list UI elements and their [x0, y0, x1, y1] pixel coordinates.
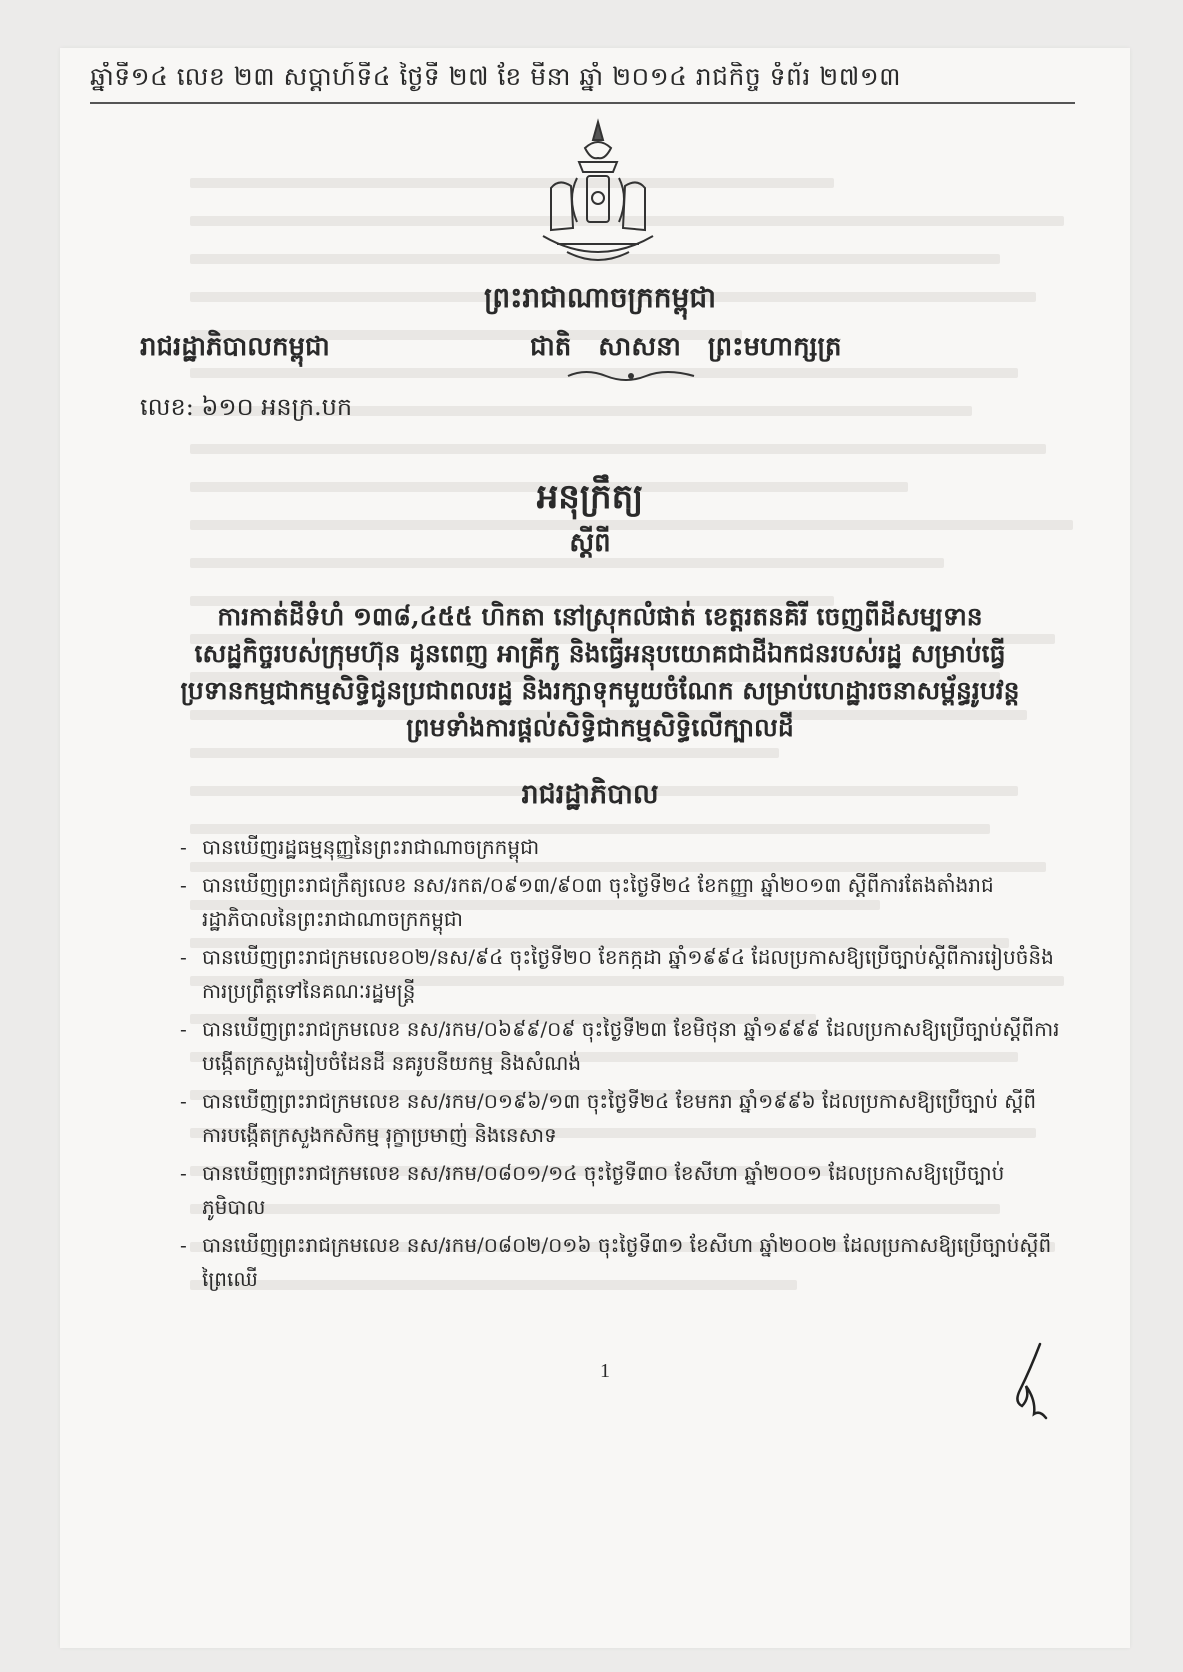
list-item: [180, 1156, 1060, 1224]
consideration-text: បានឃើញព្រះរាជក្រមលេខ០២/នស/៩៤ ចុះថ្ងៃទី២០ ខែកក្កដា ឆ្នាំ១៩៩៤ ដែលប្រកាសឱ្យប្រើច្បាប់ស្តីពីការរៀបចំនិងការប្រព្រឹត្តទៅនៃគណៈរដ្ឋមន្ត្រី: [202, 945, 1054, 1003]
concerning-label: ស្តីពី: [569, 528, 611, 558]
decree-subject: ការកាត់ដីទំហំ ១៣៨,៤៥៥ ហិកតា នៅស្រុកលំផាត់ ខេត្តរតនគិរី ចេញពីដីសម្បទានសេដ្ឋកិច្ចរបស់ក្រុមហ៊ុន ដូនពេញ អាគ្រីកូ និងធ្វើអនុបយោគជាដីឯកជនរបស់រដ្ឋ សម្រាប់ធ្វើប្រទានកម្មជាកម្មសិទ្ធិជូនប្រជាពលរដ្ឋ និងរក្សាទុកមួយចំណែក សម្រាប់ហេដ្ឋារចនាសម្ព័ន្ធរូបវន្ត ព្រមទាំងការផ្តល់សិទ្ធិជាកម្មសិទ្ធិលើក្បាលដី: [180, 602, 1020, 742]
list-item: [180, 1084, 1060, 1152]
bullet-dash: -: [180, 945, 187, 969]
list-item: [180, 940, 1060, 1008]
government-heading: រាជរដ្ឋាភិបាលកម្ពុជា: [140, 332, 330, 362]
list-item: [180, 1228, 1060, 1296]
national-motto: ជាតិ សាសនា ព្រះមហាក្សត្រ: [530, 332, 842, 362]
list-item: [180, 868, 1060, 936]
motto-ornament-divider: [566, 368, 696, 384]
kingdom-title: ព្រះរាជាណាចក្រកម្ពុជា: [483, 281, 716, 314]
document-type-heading: អនុក្រឹត្យ: [536, 477, 644, 517]
consideration-text: បានឃើញព្រះរាជក្រឹត្យលេខ នស/រកត/០៩១៣/៩០៣ ចុះថ្ងៃទី២៤ ខែកញ្ញា ឆ្នាំ២០១៣ ស្តីពីការតែងតាំងរាជរដ្ឋាភិបាលនៃព្រះរាជាណាចក្រកម្ពុជា: [202, 873, 994, 931]
decree-number: លេខ: ៦១០ អនក្រ.បក: [140, 393, 353, 421]
royal-coat-of-arms-icon: [537, 118, 659, 276]
bullet-dash: -: [180, 1089, 187, 1113]
consideration-text: បានឃើញព្រះរាជក្រមលេខ នស/រកម/០១៩៦/១៣ ចុះថ្ងៃទី២៤ ខែមករា ឆ្នាំ១៩៩៦ ដែលប្រកាសឱ្យប្រើច្បាប់ ស្តីពីការបង្កើតក្រសួងកសិកម្ម រុក្ខាប្រមាញ់ និងនេសាទ: [202, 1089, 1037, 1147]
running-header: ឆ្នាំទី១៤ លេខ ២៣ សប្តាហ៍ទី៤ ថ្ងៃទី ២៧ ខែ មីនា ឆ្នាំ ២០១៤ រាជកិច្ច ទំព័រ ២៧១៣: [90, 62, 1075, 104]
consideration-text: បានឃើញព្រះរាជក្រមលេខ នស/រកម/០៦៩៩/០៩ ចុះថ្ងៃទី២៣ ខែមិថុនា ឆ្នាំ១៩៩៩ ដែលប្រកាសឱ្យប្រើច្បាប់ស្តីពីការបង្កើតក្រសួងរៀបចំដែនដី នគរូបនីយកម្ម និងសំណង់: [202, 1017, 1060, 1075]
list-item: [180, 1012, 1060, 1080]
bullet-dash: -: [180, 1017, 187, 1041]
bullet-dash: -: [180, 835, 187, 859]
bullet-dash: -: [180, 1233, 187, 1257]
consideration-text: បានឃើញរដ្ឋធម្មនុញ្ញនៃព្រះរាជាណាចក្រកម្ពុជា: [202, 835, 540, 859]
consideration-text: បានឃើញព្រះរាជក្រមលេខ នស/រកម/០៨០១/១៤ ចុះថ្ងៃទី៣០ ខែសីហា ឆ្នាំ២០០១ ដែលប្រកាសឱ្យប្រើច្បាប់ភូមិបាល: [202, 1161, 1005, 1219]
considerations-list: [180, 830, 1060, 1300]
bullet-dash: -: [180, 873, 187, 897]
list-item: [180, 830, 1060, 864]
bullet-dash: -: [180, 1161, 187, 1185]
page-number: 1: [600, 1360, 610, 1382]
consideration-text: បានឃើញព្រះរាជក្រមលេខ នស/រកម/០៨០២/០១៦ ចុះថ្ងៃទី៣១ ខែសីហា ឆ្នាំ២០០២ ដែលប្រកាសឱ្យប្រើច្បាប់ស្តីពីព្រៃឈើ: [202, 1233, 1052, 1291]
issuer-heading: រាជរដ្ឋាភិបាល: [521, 779, 659, 810]
handwritten-signature: [1000, 1340, 1060, 1430]
